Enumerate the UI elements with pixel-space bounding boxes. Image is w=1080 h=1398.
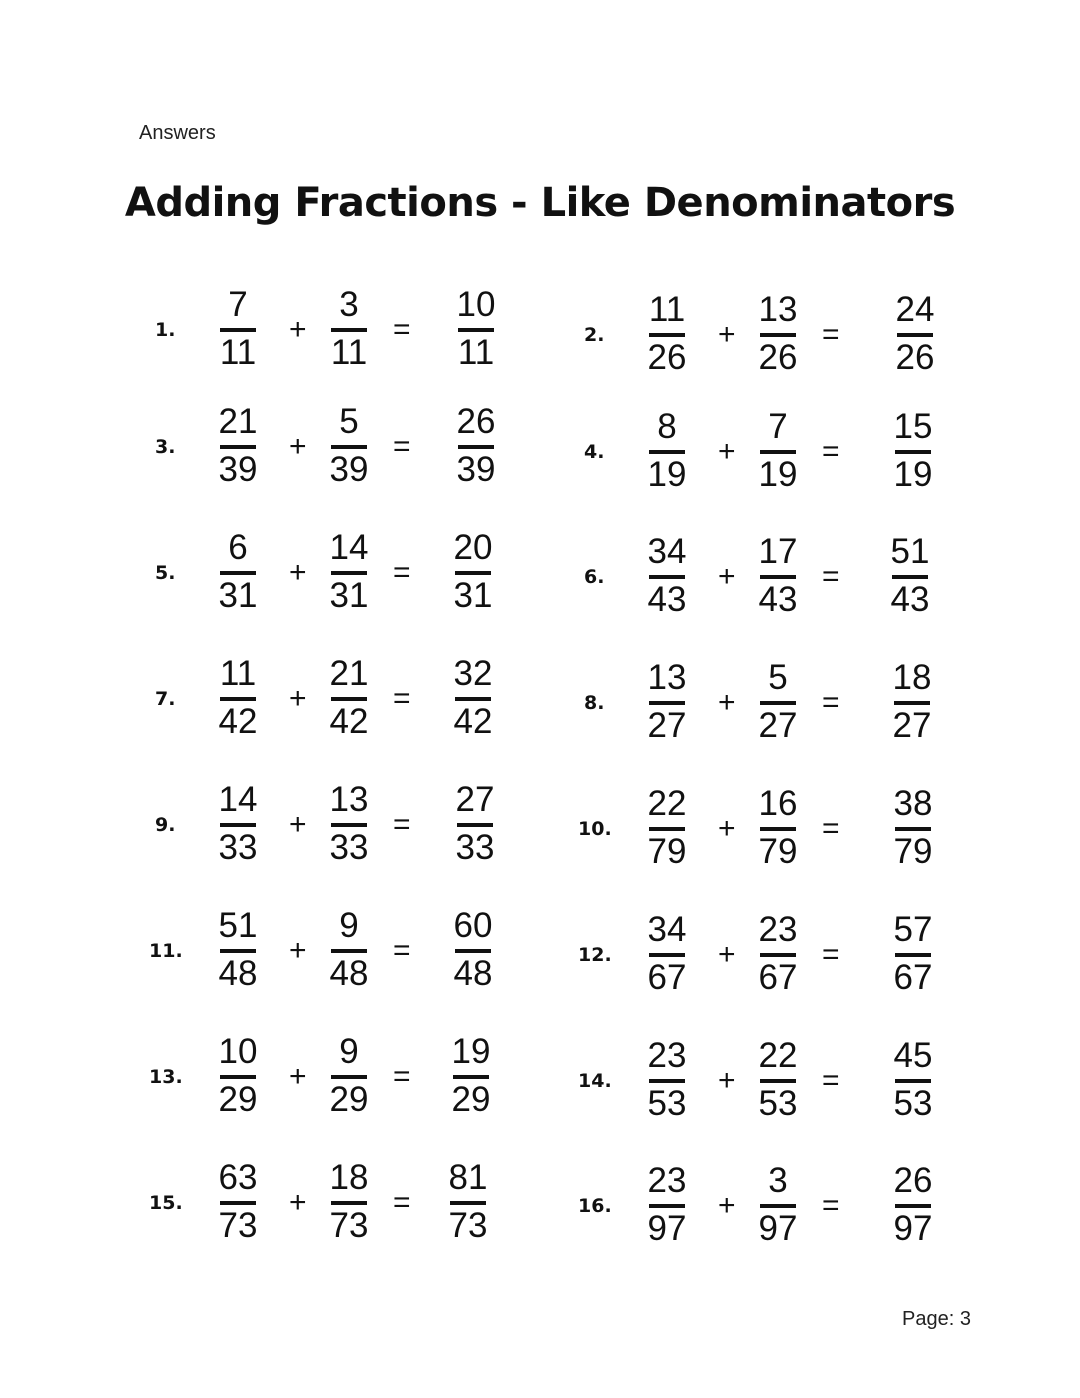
problem-8	[584, 658, 964, 748]
fraction-bar	[649, 1204, 685, 1208]
fraction-result	[440, 780, 510, 870]
fraction-addend-1	[203, 285, 273, 375]
equals-sign: =	[822, 318, 840, 351]
fraction-addend-2	[314, 528, 384, 618]
plus-sign: +	[289, 313, 307, 346]
fraction-result	[436, 1032, 506, 1122]
fraction-result	[875, 532, 945, 622]
numerator: 34	[647, 910, 687, 949]
problem-number: 11.	[149, 940, 183, 962]
fraction-addend-1	[632, 532, 702, 622]
numerator: 26	[456, 402, 496, 441]
problem-1	[155, 285, 535, 375]
denominator: 33	[329, 828, 369, 867]
denominator: 39	[456, 450, 496, 489]
problem-14	[578, 1036, 958, 1126]
numerator: 38	[893, 784, 933, 823]
denominator: 42	[453, 702, 493, 741]
denominator: 29	[329, 1080, 369, 1119]
denominator: 42	[329, 702, 369, 741]
plus-sign: +	[718, 1189, 736, 1222]
equals-sign: =	[822, 938, 840, 971]
fraction-bar	[450, 1201, 486, 1205]
fraction-addend-1	[632, 1161, 702, 1251]
numerator: 16	[758, 784, 798, 823]
fraction-bar	[331, 697, 367, 701]
numerator: 21	[329, 654, 369, 693]
fraction-addend-1	[203, 402, 273, 492]
numerator: 8	[657, 407, 677, 446]
equals-sign: =	[393, 1060, 411, 1093]
numerator: 3	[768, 1161, 788, 1200]
problem-number: 6.	[584, 566, 605, 588]
plus-sign: +	[289, 682, 307, 715]
denominator: 53	[647, 1084, 687, 1123]
problem-3	[155, 402, 535, 492]
numerator: 5	[768, 658, 788, 697]
fraction-addend-1	[632, 784, 702, 874]
fraction-bar	[760, 333, 796, 337]
plus-sign: +	[718, 812, 736, 845]
numerator: 32	[453, 654, 493, 693]
numerator: 15	[893, 407, 933, 446]
fraction-bar	[331, 1075, 367, 1079]
plus-sign: +	[718, 318, 736, 351]
fraction-addend-2	[743, 407, 813, 497]
fraction-bar	[895, 1079, 931, 1083]
denominator: 26	[647, 338, 687, 377]
fraction-addend-1	[203, 654, 273, 744]
fraction-bar	[760, 953, 796, 957]
numerator: 11	[648, 290, 686, 329]
plus-sign: +	[718, 435, 736, 468]
plus-sign: +	[289, 1186, 307, 1219]
denominator: 43	[758, 580, 798, 619]
problem-number: 14.	[578, 1070, 612, 1092]
numerator: 21	[218, 402, 258, 441]
answers-label: Answers	[139, 122, 216, 144]
fraction-bar	[760, 1204, 796, 1208]
fraction-addend-1	[203, 780, 273, 870]
fraction-bar	[331, 328, 367, 332]
plus-sign: +	[289, 934, 307, 967]
numerator: 22	[758, 1036, 798, 1075]
plus-sign: +	[718, 1064, 736, 1097]
fraction-bar	[458, 328, 494, 332]
denominator: 48	[453, 954, 493, 993]
denominator: 19	[758, 455, 798, 494]
denominator: 11	[457, 333, 495, 372]
fraction-bar	[897, 333, 933, 337]
equals-sign: =	[822, 435, 840, 468]
plus-sign: +	[289, 808, 307, 841]
fraction-result	[438, 906, 508, 996]
fraction-bar	[760, 1079, 796, 1083]
fraction-bar	[220, 1201, 256, 1205]
fraction-bar	[220, 571, 256, 575]
fraction-bar	[220, 1075, 256, 1079]
fraction-result	[878, 910, 948, 1000]
denominator: 43	[647, 580, 687, 619]
equals-sign: =	[393, 313, 411, 346]
fraction-result	[438, 654, 508, 744]
numerator: 57	[893, 910, 933, 949]
denominator: 39	[218, 450, 258, 489]
fraction-bar	[760, 701, 796, 705]
fraction-bar	[649, 701, 685, 705]
fraction-result	[880, 290, 950, 380]
numerator: 10	[218, 1032, 258, 1071]
numerator: 60	[453, 906, 493, 945]
equals-sign: =	[393, 808, 411, 841]
fraction-bar	[331, 571, 367, 575]
fraction-addend-2	[743, 784, 813, 874]
numerator: 51	[890, 532, 930, 571]
fraction-bar	[455, 949, 491, 953]
numerator: 9	[339, 1032, 359, 1071]
fraction-bar	[331, 949, 367, 953]
denominator: 31	[329, 576, 369, 615]
denominator: 53	[893, 1084, 933, 1123]
fraction-bar	[894, 701, 930, 705]
denominator: 26	[758, 338, 798, 377]
denominator: 29	[218, 1080, 258, 1119]
numerator: 18	[892, 658, 932, 697]
denominator: 73	[329, 1206, 369, 1245]
numerator: 14	[218, 780, 258, 819]
fraction-bar	[649, 1079, 685, 1083]
denominator: 67	[647, 958, 687, 997]
problem-number: 10.	[578, 818, 612, 840]
numerator: 22	[647, 784, 687, 823]
problem-number: 15.	[149, 1192, 183, 1214]
problem-15	[149, 1158, 529, 1248]
fraction-bar	[760, 575, 796, 579]
denominator: 53	[758, 1084, 798, 1123]
fraction-bar	[220, 949, 256, 953]
numerator: 5	[339, 402, 359, 441]
problem-number: 13.	[149, 1066, 183, 1088]
fraction-result	[878, 407, 948, 497]
fraction-addend-1	[632, 1036, 702, 1126]
fraction-addend-1	[203, 1032, 273, 1122]
numerator: 19	[451, 1032, 491, 1071]
fraction-bar	[220, 823, 256, 827]
fraction-addend-2	[314, 906, 384, 996]
numerator: 14	[329, 528, 369, 567]
problem-4	[584, 407, 964, 497]
fraction-result	[438, 528, 508, 618]
numerator: 17	[758, 532, 798, 571]
page-title: Adding Fractions - Like Denominators	[124, 180, 956, 226]
fraction-addend-2	[314, 654, 384, 744]
equals-sign: =	[822, 812, 840, 845]
denominator: 27	[758, 706, 798, 745]
numerator: 6	[228, 528, 248, 567]
fraction-bar	[892, 575, 928, 579]
plus-sign: +	[289, 556, 307, 589]
plus-sign: +	[718, 560, 736, 593]
numerator: 26	[893, 1161, 933, 1200]
denominator: 11	[219, 333, 257, 372]
fraction-bar	[331, 1201, 367, 1205]
denominator: 11	[330, 333, 368, 372]
denominator: 67	[893, 958, 933, 997]
fraction-result	[878, 784, 948, 874]
numerator: 51	[218, 906, 258, 945]
fraction-result	[433, 1158, 503, 1248]
problem-number: 2.	[584, 324, 605, 346]
fraction-addend-2	[743, 1161, 813, 1251]
numerator: 23	[758, 910, 798, 949]
problem-number: 1.	[155, 319, 176, 341]
problem-number: 16.	[578, 1195, 612, 1217]
fraction-bar	[649, 953, 685, 957]
numerator: 13	[647, 658, 687, 697]
fraction-bar	[458, 445, 494, 449]
fraction-addend-2	[743, 532, 813, 622]
equals-sign: =	[822, 1189, 840, 1222]
denominator: 27	[892, 706, 932, 745]
equals-sign: =	[822, 686, 840, 719]
denominator: 31	[218, 576, 258, 615]
numerator: 3	[339, 285, 359, 324]
fraction-addend-2	[743, 910, 813, 1000]
problem-number: 9.	[155, 814, 176, 836]
fraction-addend-2	[314, 780, 384, 870]
denominator: 19	[647, 455, 687, 494]
denominator: 33	[218, 828, 258, 867]
fraction-addend-1	[203, 1158, 273, 1248]
numerator: 9	[339, 906, 359, 945]
fraction-addend-1	[632, 910, 702, 1000]
fraction-bar	[457, 823, 493, 827]
fraction-addend-2	[743, 658, 813, 748]
equals-sign: =	[393, 682, 411, 715]
denominator: 79	[758, 832, 798, 871]
denominator: 48	[218, 954, 258, 993]
denominator: 43	[890, 580, 930, 619]
problem-number: 12.	[578, 944, 612, 966]
fraction-addend-1	[632, 658, 702, 748]
numerator: 13	[758, 290, 798, 329]
denominator: 42	[218, 702, 258, 741]
fraction-bar	[895, 450, 931, 454]
problem-16	[578, 1161, 958, 1251]
fraction-result	[441, 285, 511, 375]
fraction-result	[441, 402, 511, 492]
fraction-addend-2	[314, 1158, 384, 1248]
fraction-bar	[331, 445, 367, 449]
problem-11	[149, 906, 529, 996]
problem-number: 3.	[155, 436, 176, 458]
numerator: 45	[893, 1036, 933, 1075]
denominator: 33	[455, 828, 495, 867]
plus-sign: +	[289, 430, 307, 463]
denominator: 79	[893, 832, 933, 871]
numerator: 7	[228, 285, 248, 324]
fraction-addend-1	[632, 407, 702, 497]
denominator: 73	[448, 1206, 488, 1245]
problem-number: 5.	[155, 562, 176, 584]
numerator: 27	[455, 780, 495, 819]
numerator: 23	[647, 1161, 687, 1200]
numerator: 11	[219, 654, 257, 693]
denominator: 73	[218, 1206, 258, 1245]
equals-sign: =	[393, 556, 411, 589]
equals-sign: =	[393, 1186, 411, 1219]
numerator: 81	[448, 1158, 488, 1197]
numerator: 34	[647, 532, 687, 571]
page-number: Page: 3	[902, 1308, 971, 1330]
fraction-addend-2	[314, 402, 384, 492]
problem-6	[584, 532, 964, 622]
denominator: 97	[893, 1209, 933, 1248]
problem-5	[155, 528, 535, 618]
problem-13	[149, 1032, 529, 1122]
fraction-result	[878, 1036, 948, 1126]
fraction-bar	[649, 450, 685, 454]
denominator: 31	[453, 576, 493, 615]
denominator: 26	[895, 338, 935, 377]
problem-number: 7.	[155, 688, 176, 710]
equals-sign: =	[822, 1064, 840, 1097]
denominator: 19	[893, 455, 933, 494]
fraction-addend-1	[632, 290, 702, 380]
numerator: 63	[218, 1158, 258, 1197]
problem-12	[578, 910, 958, 1000]
fraction-bar	[453, 1075, 489, 1079]
problem-7	[155, 654, 535, 744]
numerator: 18	[329, 1158, 369, 1197]
fraction-addend-2	[743, 1036, 813, 1126]
numerator: 20	[453, 528, 493, 567]
fraction-addend-1	[203, 528, 273, 618]
fraction-addend-2	[314, 285, 384, 375]
equals-sign: =	[393, 934, 411, 967]
problem-2	[584, 290, 964, 380]
fraction-bar	[220, 697, 256, 701]
fraction-bar	[760, 450, 796, 454]
fraction-bar	[331, 823, 367, 827]
denominator: 39	[329, 450, 369, 489]
fraction-bar	[895, 827, 931, 831]
denominator: 27	[647, 706, 687, 745]
denominator: 48	[329, 954, 369, 993]
denominator: 97	[647, 1209, 687, 1248]
numerator: 10	[456, 285, 496, 324]
fraction-bar	[649, 333, 685, 337]
plus-sign: +	[718, 938, 736, 971]
fraction-bar	[649, 575, 685, 579]
plus-sign: +	[718, 686, 736, 719]
plus-sign: +	[289, 1060, 307, 1093]
numerator: 13	[329, 780, 369, 819]
denominator: 97	[758, 1209, 798, 1248]
fraction-bar	[455, 697, 491, 701]
fraction-bar	[895, 1204, 931, 1208]
fraction-bar	[760, 827, 796, 831]
problem-number: 4.	[584, 441, 605, 463]
fraction-bar	[220, 328, 256, 332]
fraction-result	[878, 1161, 948, 1251]
fraction-result	[877, 658, 947, 748]
fraction-bar	[649, 827, 685, 831]
problem-9	[155, 780, 535, 870]
denominator: 67	[758, 958, 798, 997]
numerator: 24	[895, 290, 935, 329]
fraction-bar	[455, 571, 491, 575]
fraction-bar	[895, 953, 931, 957]
denominator: 29	[451, 1080, 491, 1119]
equals-sign: =	[822, 560, 840, 593]
problem-10	[578, 784, 958, 874]
fraction-addend-2	[743, 290, 813, 380]
problem-number: 8.	[584, 692, 605, 714]
fraction-addend-1	[203, 906, 273, 996]
numerator: 23	[647, 1036, 687, 1075]
denominator: 79	[647, 832, 687, 871]
fraction-bar	[220, 445, 256, 449]
numerator: 7	[768, 407, 788, 446]
equals-sign: =	[393, 430, 411, 463]
fraction-addend-2	[314, 1032, 384, 1122]
